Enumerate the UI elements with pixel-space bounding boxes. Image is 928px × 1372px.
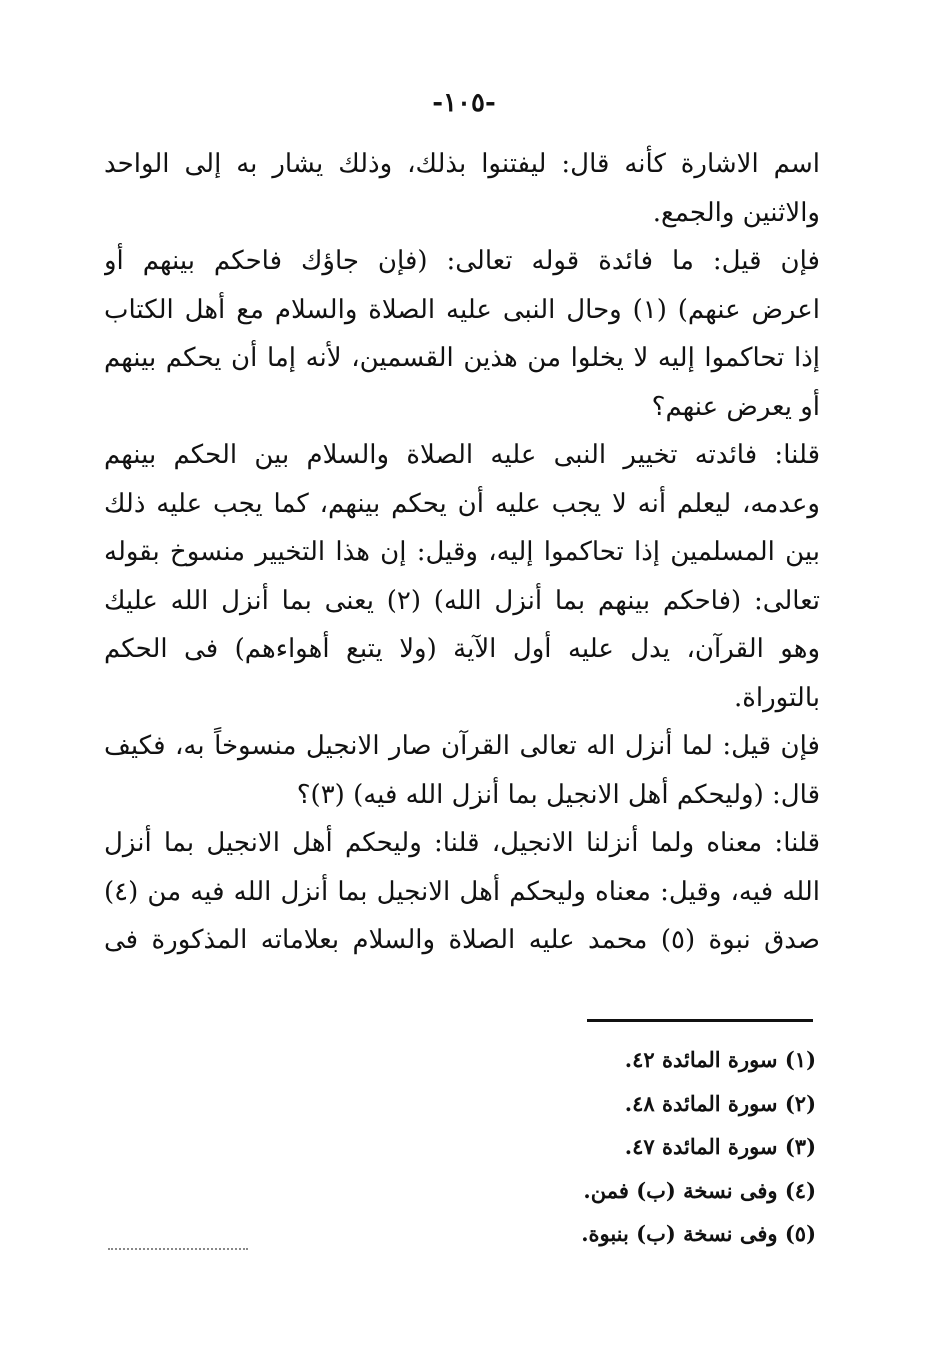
text-line: وهو القرآن، يدل عليه أول الآية (ولا يتبع أهواءهم) فى الحكم <box>104 634 820 664</box>
text-line: صدق نبوة (٥) محمد عليه الصلاة والسلام بعلاماته المذكورة فى <box>104 925 820 955</box>
text-line: إذا تحاكموا إليه لا يخلوا من هذين القسمين، لأنه إما أن يحكم بينهم <box>104 343 820 373</box>
text-line: قال: (وليحكم أهل الانجيل بما أنزل الله فيه) (٣)؟ <box>296 779 820 810</box>
text-line: فإن قيل: لما أنزل اله تعالى القرآن صار الانجيل منسوخاً به، فكيف <box>104 731 820 761</box>
text-line: وعدمه، ليعلم أنه لا يجب عليه أن يحكم بينهم، كما يجب عليه ذلك <box>104 488 820 519</box>
text-line: اسم الاشارة كأنه قال: ليفتنوا بذلك، وذلك يشار به إلى الواحد <box>104 149 820 179</box>
footnote-2: (٢) سورة المائدة ٤٨. <box>624 1090 816 1116</box>
footnote-separator <box>587 1019 813 1022</box>
page-number: -١٠٥- <box>432 88 496 118</box>
footnote-5: (٥) وفى نسخة (ب) بنبوة. <box>581 1221 816 1246</box>
footnotes <box>396 1038 816 1256</box>
paragraph-5 <box>104 819 820 965</box>
footnote-1: (١) سورة المائدة ٤٢. <box>624 1047 816 1072</box>
text-line: تعالى: (فاحكم بينهم بما أنزل الله) (٢) يعنى بما أنزل الله عليك <box>104 585 820 616</box>
text-line: أو يعرض عنهم؟ <box>651 391 820 422</box>
text-line: الله فيه، وقيل: معناه وليحكم أهل الانجيل بما أنزل الله فيه من (٤) <box>104 876 820 907</box>
text-line: بين المسلمين إذا تحاكموا إليه، وقيل: إن هذا التخيير منسوخ بقوله <box>104 537 820 567</box>
text-line: قلنا: معناه ولما أنزلنا الانجيل، قلنا: وليحكم أهل الانجيل بما أنزل <box>104 828 820 858</box>
paragraph-2 <box>104 237 820 431</box>
scan-artifact-dots <box>108 1248 248 1254</box>
text-line: اعرض عنهم) (١) وحال النبى عليه الصلاة والسلام مع أهل الكتاب <box>104 294 820 325</box>
text-line: فإن قيل: ما فائدة قوله تعالى: (فإن جاؤك فاحكم بينهم أو <box>104 246 820 276</box>
main-text <box>104 140 820 965</box>
paragraph-3 <box>104 431 820 722</box>
text-line: والاثنين والجمع. <box>652 197 820 228</box>
footnote-4: (٤) وفى نسخة (ب) فمن. <box>583 1177 816 1203</box>
paragraph-4 <box>104 722 820 819</box>
footnote-3: (٣) سورة المائدة ٤٧. <box>624 1134 816 1159</box>
text-line: بالتوراة. <box>733 682 820 713</box>
text-line: قلنا: فائدته تخيير النبى عليه الصلاة والسلام بين الحكم بينهم <box>104 440 820 470</box>
paragraph-1 <box>104 140 820 237</box>
